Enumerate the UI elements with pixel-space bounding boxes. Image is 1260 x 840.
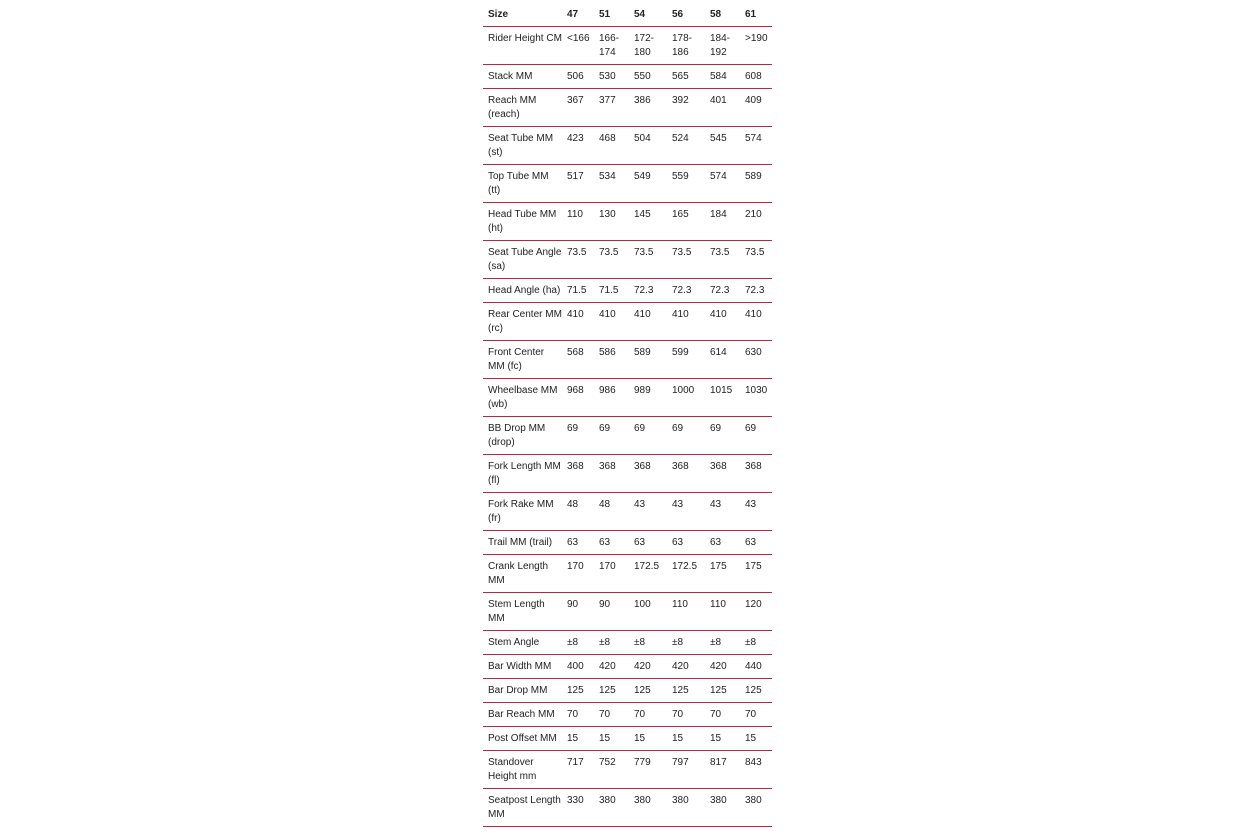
table-cell: 410 [562, 303, 594, 341]
table-cell: 69 [594, 417, 629, 455]
table-row [483, 65, 772, 89]
row-label: Wheelbase MM (wb) [483, 379, 562, 417]
table-cell: 73.5 [667, 241, 705, 279]
row-label: Trail MM (trail) [483, 531, 562, 555]
row-label: Rear Center MM (rc) [483, 303, 562, 341]
table-row [483, 165, 772, 203]
geometry-table [483, 3, 772, 827]
table-cell: 69 [740, 417, 772, 455]
table-cell: 73.5 [740, 241, 772, 279]
table-cell: ±8 [562, 631, 594, 655]
table-cell: ±8 [705, 631, 740, 655]
table-cell: 72.3 [629, 279, 667, 303]
table-cell: 368 [705, 455, 740, 493]
table-cell: 110 [562, 203, 594, 241]
table-row [483, 555, 772, 593]
table-cell: 70 [667, 703, 705, 727]
table-cell: 125 [667, 679, 705, 703]
table-cell: 72.3 [740, 279, 772, 303]
table-cell: 410 [667, 303, 705, 341]
table-cell: 70 [705, 703, 740, 727]
table-cell: 184 [705, 203, 740, 241]
row-label: Bar Reach MM [483, 703, 562, 727]
table-cell: 70 [629, 703, 667, 727]
table-cell: 170 [594, 555, 629, 593]
table-cell: 504 [629, 127, 667, 165]
row-label: Head Tube MM (ht) [483, 203, 562, 241]
table-cell: 506 [562, 65, 594, 89]
table-cell: ±8 [740, 631, 772, 655]
table-row [483, 679, 772, 703]
row-label: Standover Height mm [483, 751, 562, 789]
table-cell: ±8 [594, 631, 629, 655]
table-row [483, 341, 772, 379]
table-cell: 15 [594, 727, 629, 751]
table-cell: 73.5 [594, 241, 629, 279]
table-row [483, 493, 772, 531]
row-label: Post Offset MM [483, 727, 562, 751]
table-cell: 15 [705, 727, 740, 751]
row-label: Seat Tube Angle (sa) [483, 241, 562, 279]
table-cell: 368 [667, 455, 705, 493]
table-cell: 125 [562, 679, 594, 703]
table-cell: 630 [740, 341, 772, 379]
row-label: Bar Drop MM [483, 679, 562, 703]
table-cell: 410 [740, 303, 772, 341]
table-row [483, 727, 772, 751]
table-cell: 517 [562, 165, 594, 203]
table-cell: 589 [740, 165, 772, 203]
table-cell: 70 [594, 703, 629, 727]
table-cell: 172.5 [667, 555, 705, 593]
table-cell: 843 [740, 751, 772, 789]
row-label: Stem Length MM [483, 593, 562, 631]
row-label: Stem Angle [483, 631, 562, 655]
table-cell: <166 [562, 27, 594, 65]
header-row [483, 3, 772, 27]
table-cell: 48 [562, 493, 594, 531]
table-cell: 125 [594, 679, 629, 703]
table-cell: 1000 [667, 379, 705, 417]
row-label: Fork Length MM (fl) [483, 455, 562, 493]
table-cell: 380 [740, 789, 772, 827]
table-cell: 574 [705, 165, 740, 203]
table-cell: 377 [594, 89, 629, 127]
table-row [483, 241, 772, 279]
header-size-58: 58 [705, 3, 740, 27]
table-row [483, 417, 772, 455]
header-size-47: 47 [562, 3, 594, 27]
table-cell: 175 [705, 555, 740, 593]
table-row [483, 455, 772, 493]
table-cell: 584 [705, 65, 740, 89]
table-cell: 145 [629, 203, 667, 241]
table-cell: 400 [562, 655, 594, 679]
header-size-51: 51 [594, 3, 629, 27]
table-cell: 90 [594, 593, 629, 631]
table-cell: 586 [594, 341, 629, 379]
table-cell: 110 [705, 593, 740, 631]
table-cell: 817 [705, 751, 740, 789]
row-label: Top Tube MM (tt) [483, 165, 562, 203]
table-cell: 420 [705, 655, 740, 679]
row-label: BB Drop MM (drop) [483, 417, 562, 455]
table-cell: 545 [705, 127, 740, 165]
table-cell: 63 [629, 531, 667, 555]
table-cell: >190 [740, 27, 772, 65]
table-cell: 70 [740, 703, 772, 727]
table-cell: 15 [629, 727, 667, 751]
table-cell: 440 [740, 655, 772, 679]
table-cell: 166-174 [594, 27, 629, 65]
table-cell: 410 [594, 303, 629, 341]
table-cell: ±8 [667, 631, 705, 655]
table-cell: 125 [705, 679, 740, 703]
table-cell: 368 [562, 455, 594, 493]
table-cell: 392 [667, 89, 705, 127]
table-cell: 175 [740, 555, 772, 593]
table-cell: 368 [594, 455, 629, 493]
table-cell: 779 [629, 751, 667, 789]
row-label: Fork Rake MM (fr) [483, 493, 562, 531]
table-cell: 550 [629, 65, 667, 89]
table-cell: 43 [740, 493, 772, 531]
table-row [483, 789, 772, 827]
table-row [483, 531, 772, 555]
table-cell: 73.5 [705, 241, 740, 279]
table-cell: 380 [667, 789, 705, 827]
table-row [483, 203, 772, 241]
table-row [483, 655, 772, 679]
table-cell: 614 [705, 341, 740, 379]
table-cell: 63 [562, 531, 594, 555]
row-label: Seat Tube MM (st) [483, 127, 562, 165]
table-cell: 367 [562, 89, 594, 127]
row-label: Seatpost Length MM [483, 789, 562, 827]
table-cell: 210 [740, 203, 772, 241]
table-cell: 989 [629, 379, 667, 417]
table-row [483, 751, 772, 789]
table-cell: 568 [562, 341, 594, 379]
table-cell: 409 [740, 89, 772, 127]
table-cell: 72.3 [667, 279, 705, 303]
table-row [483, 631, 772, 655]
table-cell: 43 [629, 493, 667, 531]
header-size-56: 56 [667, 3, 705, 27]
table-cell: 165 [667, 203, 705, 241]
table-cell: 420 [629, 655, 667, 679]
table-cell: 125 [629, 679, 667, 703]
table-cell: 125 [740, 679, 772, 703]
table-cell: 15 [562, 727, 594, 751]
table-cell: 386 [629, 89, 667, 127]
table-cell: 420 [667, 655, 705, 679]
table-cell: 368 [740, 455, 772, 493]
table-cell: 599 [667, 341, 705, 379]
table-row [483, 127, 772, 165]
table-cell: 120 [740, 593, 772, 631]
table-cell: 752 [594, 751, 629, 789]
table-cell: 15 [667, 727, 705, 751]
table-cell: 73.5 [629, 241, 667, 279]
header-size-54: 54 [629, 3, 667, 27]
table-row [483, 89, 772, 127]
table-cell: ±8 [629, 631, 667, 655]
row-label: Front Center MM (fc) [483, 341, 562, 379]
table-cell: 1030 [740, 379, 772, 417]
table-cell: 43 [667, 493, 705, 531]
table-cell: 589 [629, 341, 667, 379]
table-cell: 986 [594, 379, 629, 417]
table-row [483, 303, 772, 341]
geometry-table-header [483, 3, 772, 27]
table-cell: 468 [594, 127, 629, 165]
table-cell: 184-192 [705, 27, 740, 65]
table-cell: 170 [562, 555, 594, 593]
table-cell: 330 [562, 789, 594, 827]
table-row [483, 379, 772, 417]
table-row [483, 703, 772, 727]
table-cell: 71.5 [594, 279, 629, 303]
table-cell: 574 [740, 127, 772, 165]
row-label: Crank Length MM [483, 555, 562, 593]
header-size-label: Size [483, 3, 562, 27]
table-cell: 63 [594, 531, 629, 555]
row-label: Bar Width MM [483, 655, 562, 679]
table-cell: 63 [705, 531, 740, 555]
row-label: Reach MM (reach) [483, 89, 562, 127]
table-cell: 530 [594, 65, 629, 89]
table-cell: 968 [562, 379, 594, 417]
table-cell: 172-180 [629, 27, 667, 65]
row-label: Stack MM [483, 65, 562, 89]
table-cell: 420 [594, 655, 629, 679]
table-cell: 380 [629, 789, 667, 827]
table-cell: 565 [667, 65, 705, 89]
table-cell: 401 [705, 89, 740, 127]
table-cell: 63 [667, 531, 705, 555]
table-cell: 100 [629, 593, 667, 631]
table-cell: 380 [594, 789, 629, 827]
table-cell: 130 [594, 203, 629, 241]
table-cell: 15 [740, 727, 772, 751]
geometry-table-body [483, 27, 772, 827]
table-cell: 380 [705, 789, 740, 827]
table-cell: 90 [562, 593, 594, 631]
table-cell: 69 [667, 417, 705, 455]
table-cell: 524 [667, 127, 705, 165]
table-cell: 43 [705, 493, 740, 531]
table-cell: 69 [705, 417, 740, 455]
table-cell: 63 [740, 531, 772, 555]
row-label: Rider Height CM [483, 27, 562, 65]
table-cell: 608 [740, 65, 772, 89]
table-cell: 69 [562, 417, 594, 455]
table-cell: 72.3 [705, 279, 740, 303]
table-cell: 69 [629, 417, 667, 455]
table-cell: 423 [562, 127, 594, 165]
table-cell: 559 [667, 165, 705, 203]
table-cell: 410 [629, 303, 667, 341]
table-row [483, 279, 772, 303]
table-cell: 71.5 [562, 279, 594, 303]
table-cell: 73.5 [562, 241, 594, 279]
table-cell: 1015 [705, 379, 740, 417]
table-cell: 534 [594, 165, 629, 203]
table-cell: 368 [629, 455, 667, 493]
table-cell: 70 [562, 703, 594, 727]
table-row [483, 27, 772, 65]
row-label: Head Angle (ha) [483, 279, 562, 303]
table-cell: 797 [667, 751, 705, 789]
table-cell: 178-186 [667, 27, 705, 65]
table-cell: 549 [629, 165, 667, 203]
table-cell: 172.5 [629, 555, 667, 593]
table-cell: 717 [562, 751, 594, 789]
table-cell: 48 [594, 493, 629, 531]
table-row [483, 593, 772, 631]
header-size-61: 61 [740, 3, 772, 27]
table-cell: 410 [705, 303, 740, 341]
table-cell: 110 [667, 593, 705, 631]
